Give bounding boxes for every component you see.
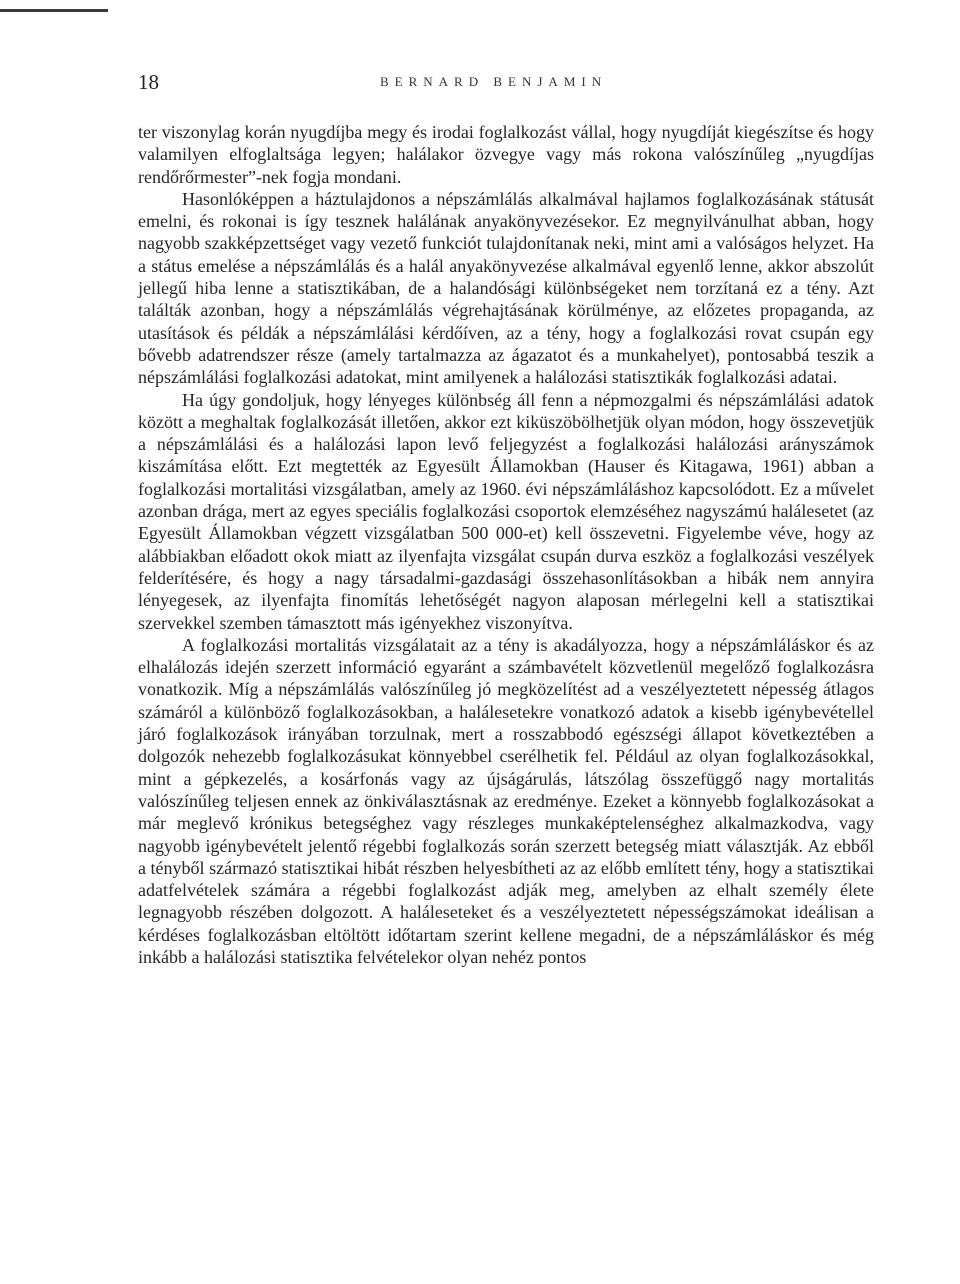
body-text	[138, 121, 874, 968]
paragraph-3: Ha úgy gondoljuk, hogy lényeges különbség áll fenn a népmozgalmi és népszámlálási adatok között a meghaltak foglalkozását illetően, akkor ezt kiküszöbölhetjük olyan módon, hogy összevetjük a népszámlálási és a halálozási lapon levő feljegyzést a foglalkozási halálozási arányszámok kiszámítása előtt. Ezt megtették az Egyesült Államokban (Hauser és Kitagawa, 1961) abban a foglalkozási mortalitási vizsgálatban, amely az 1960. évi népszámláláshoz kapcsolódott. Ez a művelet azonban drága, mert az egyes speciális foglalkozási csoportok elemzéséhez nagyszámú halálesetet (az Egyesült Államokban végzett vizsgálatban 500 000-et) kell összevetni. Figyelembe véve, hogy az alábbiakban előadott okok miatt az ilyenfajta vizsgálat csupán durva eszköz a foglalkozási veszélyek felderítésére, és hogy a nagy társadalmi-gazdasági összehasonlításokban a hibák nem annyira lényegesek, az ilyenfajta finomítás lehetőségét nagyon alaposan mérlegelni kell a statisztikai szervekkel szemben támasztott más igényekhez viszonyítva.	[138, 389, 874, 633]
running-head: BERNARD BENJAMIN	[380, 74, 608, 89]
paragraph-4: A foglalkozási mortalitás vizsgálatait az a tény is akadályozza, hogy a népszámláláskor és az elhalálozás idején szerzett információ egyaránt a számbavételt közvetlenül megelőző foglalkozásra vonatkozik. Míg a népszámlálás valószínűleg jó megközelítést ad a veszélyeztetett népesség átlagos számáról a különböző foglalkozásokban, a halálesetekre vonatkozó adatok a kisebb igénybevétellel járó foglalkozások irányában torzulnak, mert a rosszabbodó egészségi állapot következtében a dolgozók nehezebb foglalkozásukat könnyebbel cserélhetik fel. Például az olyan foglalkozásokkal, mint a gépkezelés, a kosárfonás vagy az újságárulás, látszólag összefüggő nagy mortalitás valószínűleg teljesen ennek az önkiválasztásnak az eredménye. Ezeket a könnyebb foglalkozásokat a már meglevő krónikus betegséghez vagy részleges munkaképtelenséghez alkalmazkodva, vagy nagyobb igénybevételt jelentő régebbi foglalkozás során szerzett betegség miatt választják. Az ebből a tényből származó statisztikai hibát részben helyesbítheti az az előbb említett tény, hogy a statisztikai adatfelvételek számára a régebbi foglalkozást adják meg, amelyben az elhalt személy élete legnagyobb részében dolgozott. A haláleseteket és a veszélyeztetett népességszámokat ideálisan a kérdéses foglalkozásban eltöltött időtartam szerint kellene megadni, de a népszámláláskor és még inkább a halálozási statisztika felvételekor olyan nehéz pontos	[138, 634, 874, 967]
paragraph-2: Hasonlóképpen a háztulajdonos a népszámlálás alkalmával hajlamos foglalkozásának státusát emelni, és rokonai is így tesznek halálának anyakönyvezésekor. Ez megnyilvánulhat abban, hogy nagyobb szakképzettséget vagy vezető funkciót tulajdonítanak neki, mint ami a valóságos helyzet. Ha a státus emelése a népszámlálás és a halál anyakönyvezése alkalmával egyenlő lenne, akkor abszolút jellegű hiba lenne a statisztikában, de a halandósági különbségeket nem torzítaná ez a tény. Azt találták azonban, hogy a népszámlálás végrehajtásának körülménye, az előzetes propaganda, az utasítások és példák a népszámlálási kérdőíven, az a tény, hogy a foglalkozási rovat csupán egy bővebb adatrendszer része (amely tartalmazza az ágazatot és a munkahelyet), pontosabbá teszik a népszámlálási foglalkozási adatokat, mint amilyenek a halálozási statisztikák foglalkozási adatai.	[138, 188, 874, 388]
page-number: 18	[138, 70, 159, 94]
paragraph-1: ter viszonylag korán nyugdíjba megy és irodai foglalkozást vállal, hogy nyugdíját kiegészítse és hogy valamilyen elfoglaltsága legyen; halálakor özvegye vagy más rokona valószínűleg „nyugdíjas rendőrőrmester”-nek fogja mondani.	[138, 122, 874, 187]
top-rule	[0, 9, 108, 12]
